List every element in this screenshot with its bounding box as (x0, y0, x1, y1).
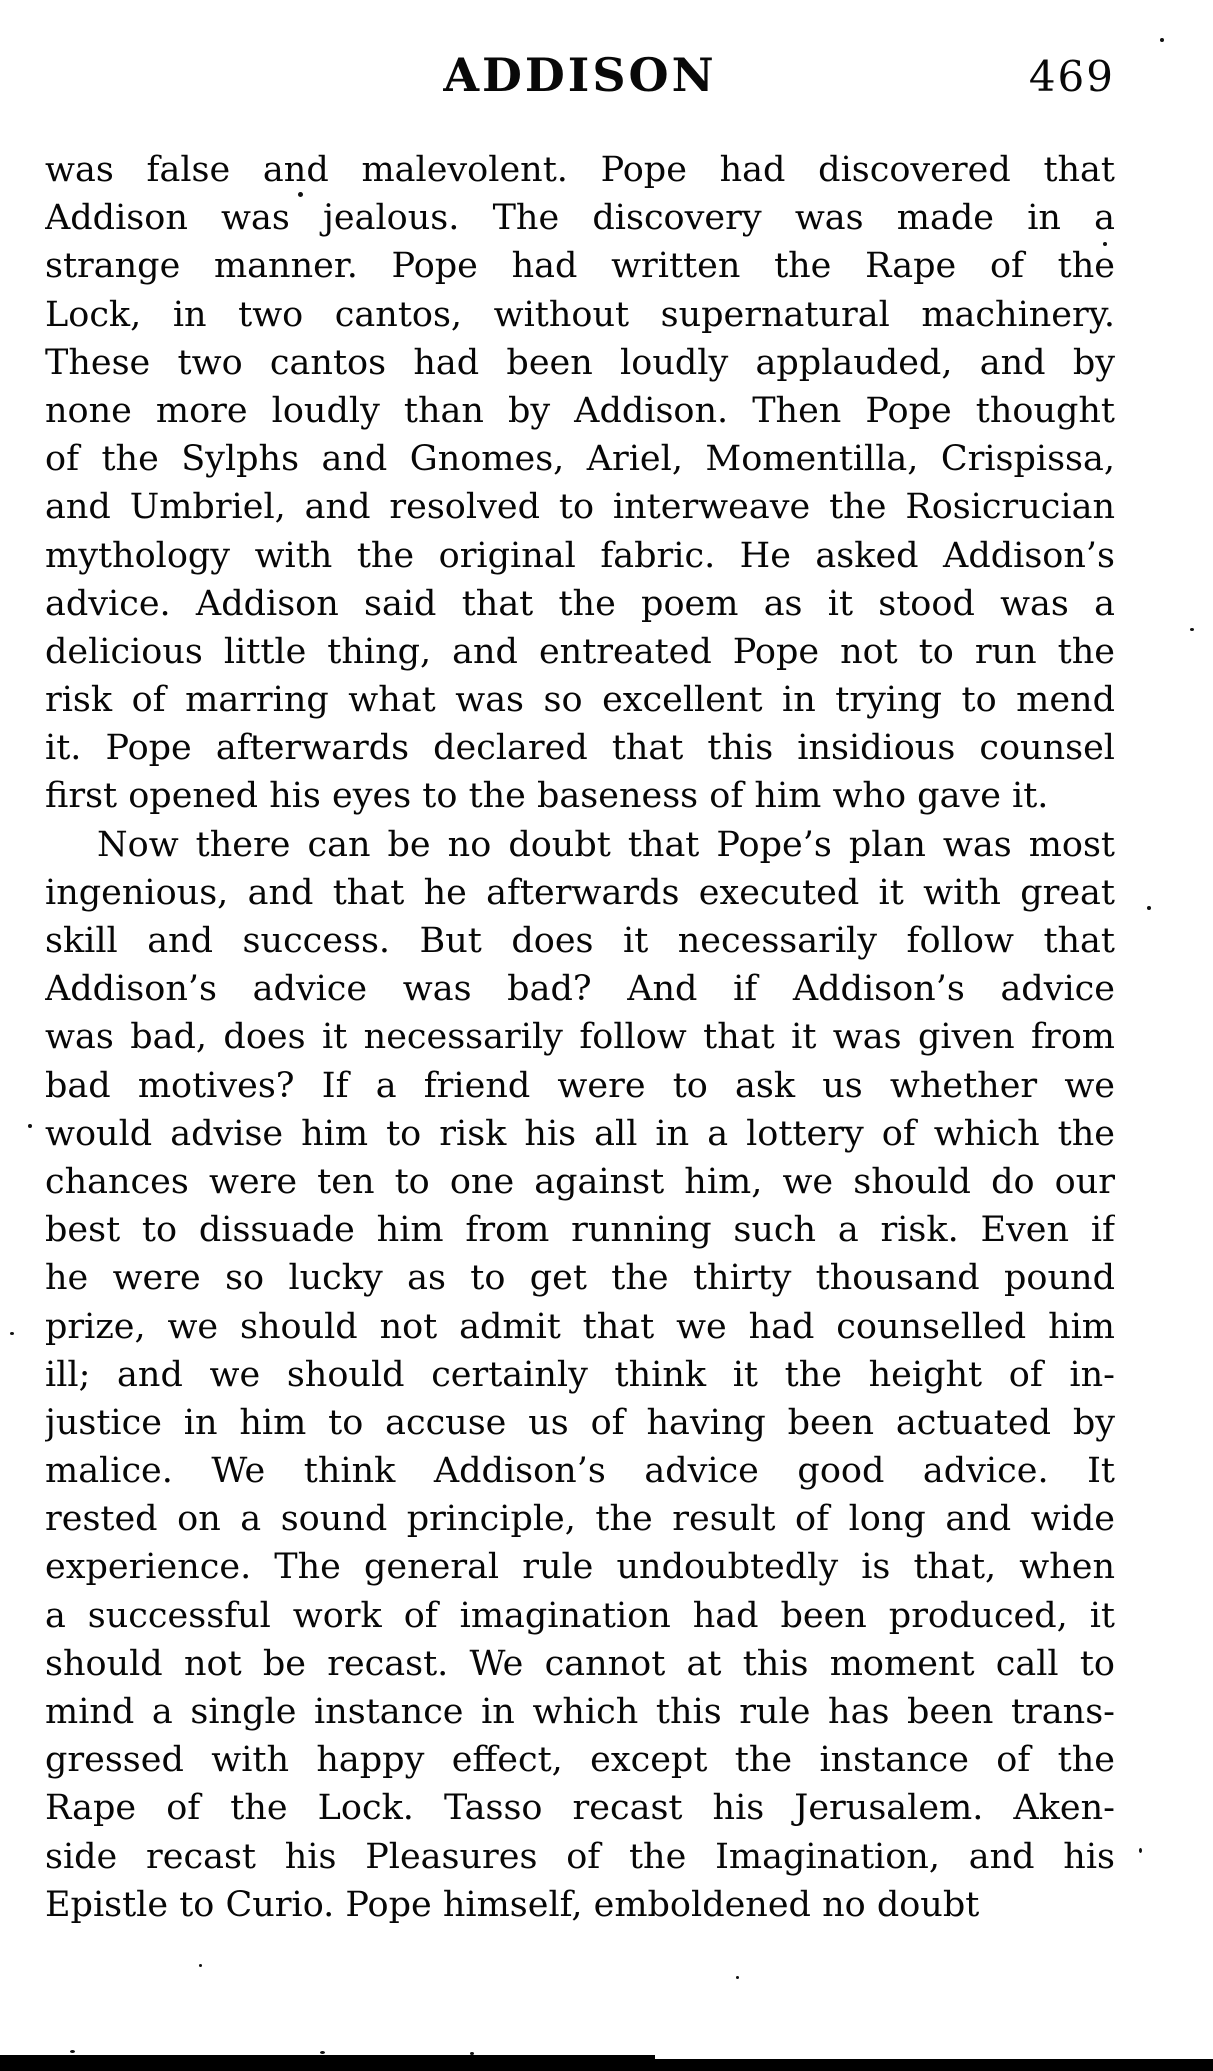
text-line: was bad, does it necessarily follow that it was given from (45, 1017, 1115, 1058)
scan-speck (1147, 906, 1151, 910)
text-line: skill and success. But does it necessarily follow that (45, 921, 1115, 961)
text-line: a successful work of imagination had been produced, it (45, 1595, 1115, 1636)
text-line: ill; and we should certainly think it the height of in- (45, 1354, 1115, 1395)
text-line: mind a single instance in which this rule has been trans- (45, 1692, 1115, 1732)
text-line: and Umbriel, and resolved to interweave the Rosicrucian (45, 487, 1115, 528)
body-text (45, 146, 1115, 1929)
text-line: strange manner. Pope had written the Rape of the (45, 246, 1115, 287)
text-line: side recast his Pleasures of the Imagination, and his (45, 1836, 1115, 1877)
text-line: was false and malevolent. Pope had discovered that (45, 150, 1115, 190)
page-number: 469 (1028, 52, 1115, 101)
text-line: risk of marring what was so excellent in trying to mend (45, 680, 1115, 721)
scan-speck (70, 2050, 75, 2053)
scan-speck (1103, 242, 1107, 246)
scan-speck (1139, 1848, 1142, 1853)
text-line: Now there can be no doubt that Pope’s plan was most (97, 824, 1115, 865)
text-line: gressed with happy effect, except the instance of the (45, 1740, 1115, 1781)
text-line: advice. Addison said that the poem as it stood was a (45, 583, 1115, 624)
text-line: bad motives? If a friend were to ask us whether we (45, 1065, 1115, 1106)
text-line: prize, we should not admit that we had counselled him (45, 1306, 1115, 1347)
page-title: ADDISON (443, 48, 717, 102)
scan-speck (10, 1332, 14, 1335)
scan-speck (298, 192, 303, 197)
scan-speck (199, 1964, 202, 1967)
text-line: Addison was jealous. The discovery was made in a (45, 198, 1115, 239)
scan-speck (470, 2052, 474, 2055)
text-line: Addison’s advice was bad? And if Addison’s advice (45, 969, 1115, 1010)
text-line: justice in him to accuse us of having been actuated by (45, 1402, 1115, 1443)
text-line: chances were ten to one against him, we should do our (45, 1161, 1115, 1202)
text-line: malice. We think Addison’s advice good advice. It (45, 1451, 1115, 1492)
scan-edge-bar-right (655, 2059, 1213, 2071)
text-line: rested on a sound principle, the result of long and wide (45, 1499, 1115, 1540)
text-line: mythology with the original fabric. He asked Addison’s (45, 535, 1115, 576)
scan-speck (28, 1124, 32, 1128)
text-line: of the Sylphs and Gnomes, Ariel, Momentilla, Crispissa, (45, 439, 1115, 480)
scan-speck (736, 1976, 739, 1979)
text-line: delicious little thing, and entreated Pope not to run the (45, 631, 1115, 672)
text-line: These two cantos had been loudly applauded, and by (45, 342, 1115, 383)
text-line: best to dissuade him from running such a risk. Even if (45, 1210, 1115, 1251)
text-line: none more loudly than by Addison. Then Pope thought (45, 390, 1115, 431)
scan-speck (1160, 38, 1164, 42)
scan-speck (1190, 628, 1194, 631)
text-line: experience. The general rule undoubtedly is that, when (45, 1547, 1115, 1588)
text-line: Lock, in two cantos, without supernatural machinery. (45, 294, 1115, 335)
text-line: would advise him to risk his all in a lottery of which the (45, 1113, 1115, 1154)
text-line: ingenious, and that he afterwards executed it with great (45, 872, 1115, 913)
scan-speck (320, 2051, 325, 2054)
scan-edge-bar-left (0, 2055, 655, 2071)
text-line: should not be recast. We cannot at this moment call to (45, 1643, 1115, 1684)
text-line: first opened his eyes to the baseness of him who gave it. (45, 776, 1049, 817)
text-line: it. Pope afterwards declared that this insidious counsel (45, 728, 1115, 769)
text-line: he were so lucky as to get the thirty thousand pound (45, 1258, 1115, 1299)
text-line: Epistle to Curio. Pope himself, emboldened no doubt (45, 1884, 980, 1925)
text-line: Rape of the Lock. Tasso recast his Jerusalem. Aken- (45, 1788, 1115, 1829)
